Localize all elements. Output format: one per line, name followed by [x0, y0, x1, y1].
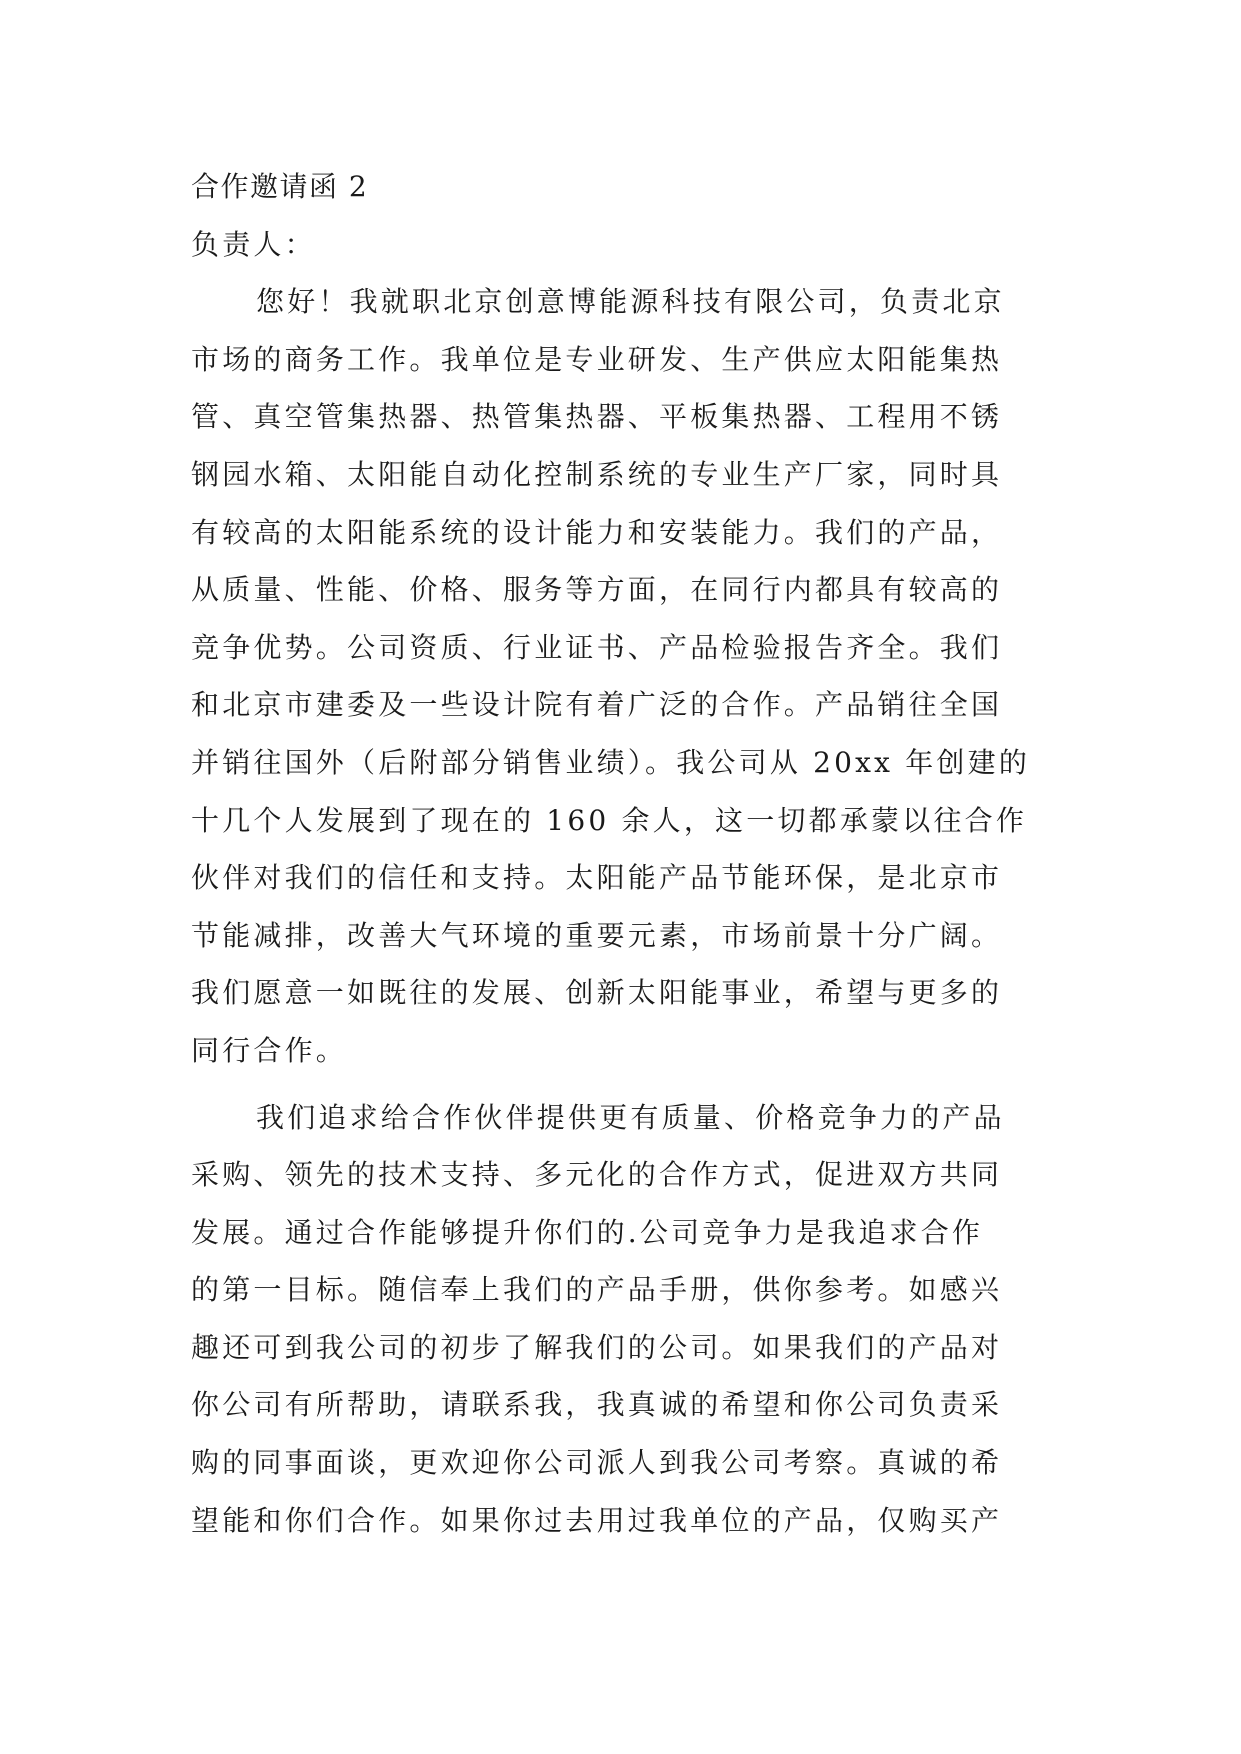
- paragraph-line: 十几个人发展到了现在的 160 余人，这一切都承蒙以往合作: [191, 803, 1028, 837]
- paragraph-line: 竞争优势。公司资质、行业证书、产品检验报告齐全。我们: [191, 630, 1003, 664]
- paragraph-line: 并销往国外（后附部分销售业绩）。我公司从 20xx 年创建的: [191, 745, 1031, 779]
- paragraph-line: 同行合作。: [191, 1033, 348, 1067]
- paragraph-line: 和北京市建委及一些设计院有着广泛的合作。产品销往全国: [191, 688, 1003, 722]
- document-body: [191, 158, 1051, 1549]
- paragraph-line: 我们追求给合作伙伴提供更有质量、价格竞争力的产品: [256, 1100, 1005, 1134]
- paragraph-line: 钢园水箱、太阳能自动化控制系统的专业生产厂家，同时具: [191, 457, 1003, 491]
- paragraph-line: 您好！我就职北京创意博能源科技有限公司，负责北京: [256, 285, 1005, 319]
- paragraph-line: 有较高的太阳能系统的设计能力和安装能力。我们的产品，: [191, 515, 1003, 549]
- paragraph-line: 管、真空管集热器、热管集热器、平板集热器、工程用不锈: [191, 400, 1003, 434]
- paragraph-line: 趣还可到我公司的初步了解我们的公司。如果我们的产品对: [191, 1330, 1003, 1364]
- paragraph-line: 我们愿意一如既往的发展、创新太阳能事业，希望与更多的: [191, 976, 1003, 1010]
- paragraph-line: 望能和你们合作。如果你过去用过我单位的产品，仅购买产: [191, 1503, 1003, 1537]
- paragraph-line: 发展。通过合作能够提升你们的.公司竞争力是我追求合作: [191, 1215, 984, 1249]
- document-title: 合作邀请函 2: [191, 170, 369, 203]
- paragraph-line: 节能减排，改善大气环境的重要元素，市场前景十分广阔。: [191, 918, 1003, 952]
- paragraph-line: 你公司有所帮助，请联系我，我真诚的希望和你公司负责采: [191, 1388, 1003, 1422]
- paragraph-line: 市场的商务工作。我单位是专业研发、生产供应太阳能集热: [191, 342, 1003, 376]
- paragraph-spacer: [191, 1080, 1051, 1089]
- paragraph-line: 购的同事面谈，更欢迎你公司派人到我公司考察。真诚的希: [191, 1446, 1003, 1480]
- salutation: 负责人：: [191, 227, 316, 261]
- paragraph-line: 伙伴对我们的信任和支持。太阳能产品节能环保，是北京市: [191, 861, 1003, 895]
- paragraph-line: 从质量、性能、价格、服务等方面，在同行内都具有较高的: [191, 573, 1003, 607]
- paragraph-2: [191, 1089, 1051, 1550]
- paragraph-1: [191, 273, 1051, 1079]
- paragraph-line: 的第一目标。随信奉上我们的产品手册，供你参考。如感兴: [191, 1273, 1003, 1307]
- paragraph-line: 采购、领先的技术支持、多元化的合作方式，促进双方共同: [191, 1158, 1003, 1192]
